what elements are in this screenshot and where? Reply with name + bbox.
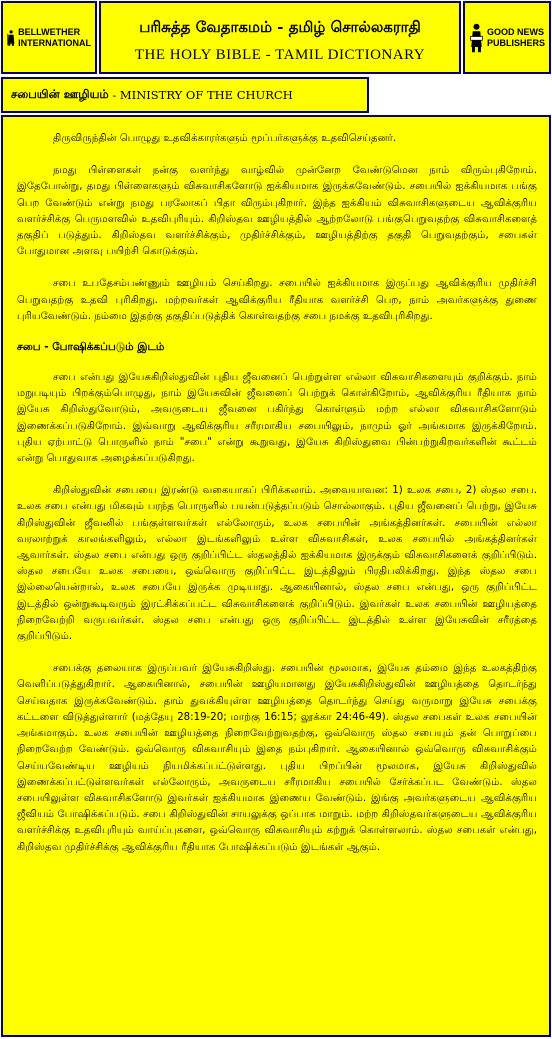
reading-figure-icon [469,18,484,58]
logo-line-1: BELLWETHER [18,26,81,37]
title-banner [99,1,461,74]
article-body [1,115,551,1037]
section-title [1,77,369,113]
section-title-english: - MINISTRY OF THE CHURCH [112,88,293,102]
paragraph-5: சபைக்கு தலையாக இருப்பவர் இயேசுகிறிஸ்து. சபையின் மூலமாக, இயேசு தம்மை இந்த உலகத்திற்கு வெளிப்படுத்துகிறார். ஆகையினால், சபையின் ஊழியமானது இயேசுகிறிஸ்துவின் ஊழியத்தை தொடர்ந்து செய்வதாக இருக்கவேண்டும். தாம் துவக்கியுள்ள ஊழியத்தை தொடர்ந்து செய்து வருமாறு இயேசு சபைக்கு கட்டளை விடுத்துள்ளார் (மத்தேயு 28:19-20; மாற்கு 16:15; லூக்கா 24:46-49). ஸ்தல சபைகள் உலக சபையின் அங்கமாகும். உலக சபையின் ஊழியத்தை நிறைவேற்றுவதற்கு, ஒவ்வொரு ஸ்தல சபையும் தன் பொறுப்பை நிறைவேற்ற வேண்டும். ஒவ்வொரு விசுவாசியும் இதை நம்புகிறார். ஆகையினால் ஒவ்வொரு விசுவாசிக்கும் செய்யவேண்டிய ஊழியம் நியமிக்கப்பட்டுள்ளது. புதிய பிறப்பின் மூலமாக, இயேசு கிறிஸ்துவில் இணைக்கப்பட்டுள்ளவர்கள் எல்லோரும், அவருடைய சரீரமாகிய சபையில் சேர்க்கப்பட வேண்டும். ஸ்தல சபையிலுள்ள விசுவாசிகளோடு இவர்கள் ஐக்கியமாக இணைய வேண்டும். இங்கு அவர்களுடைய ஆவிக்குரிய ஜீவியம் போஷிக்கப்படும். சபை கிறிஸ்துவின் சாயலுக்கு ஒப்பாக மாறும். மற்ற கிறிஸ்தவர்களுடைய ஆவிக்குரிய வளர்ச்சிக்கு உதவிபுரியும் வாய்ப்புகளை, ஒவ்வொரு விசுவாசியும் கற்றுக் கொள்ளலாம். ஸ்தல சபைகள் என்பது, கிறிஸ்தவ முதிர்ச்சிக்கு ஆவிக்குரிய ரீதியாக போஷிக்கப்படும் இடங்கள் ஆகும். [17,663,537,853]
paragraph-2: சபை உபதேசம்பண்ணும் ஊழியம் செய்கிறது. சபையில் ஐக்கியமாக இருப்பது ஆவிக்குரிய முதிர்ச்சி பெறுவதற்கு உதவி புரிகிறது. மற்றவர்கள் ஆவிக்குரிய ரீதியாக வளர்ச்சி பெற, நாம் அவர்களுக்கு துணை புரியவேண்டும். நம்மை இதற்கு தகுதிப்படுத்திக் கொள்வதற்கு சபை நமக்கு உதவிபுரிகிறது. [17,278,537,322]
paragraph-3: சபை என்பது இயேசுகிறிஸ்துவின் புதிய ஜீவனைப் பெற்றுள்ள எல்லா விசுவாசிகளையும் குறிக்கும். நாம் மறுபடியும் பிறக்கும்பொழுது, நாம் இயேசுவின் ஜீவனைப் பெற்றுக் கொள்கிறோம், ஆவிக்குரிய ரீதியாக நாம் இயேசு கிறிஸ்துவோடும், அவருடைய ஜீவனை பகிர்ந்து கொள்ளும் மற்ற எல்லா விசுவாசிகளோடும் இணைக்கப்படுகிறோம். இவ்வாறு ஆவிக்குரிய சரீரமாகிய சபையிலும், நாமும் ஓர் அங்கமாக இருக்கிறோம். புதிய ஏற்பாட்டு பொருளில் நாம் "சபை" என்று கூறுவது, இயேசு கிறிஸ்துவை பின்பற்றுகிறவர்களின் கூட்டம் என்று பொதுவாக அழைக்கப்படுகிறது. [17,372,537,465]
paragraph-1: நமது பிள்ளைகள் நன்கு வளர்ந்து வாழ்வில் முன்னேற வேண்டுமென நாம் விரும்புகிறோம். இதேபோன்று, தமது பிள்ளைகளும் விசுவாசிகளோடு ஐக்கியமாக இருக்கவேண்டும். சபையில் ஐக்கியமாக பங்கு பெற வேண்டும் என்று நமது பரலோகப் பிதா விரும்புகிறார். இந்த ஐக்கியம் விசுவாசிகளுடைய ஆவிக்குரிய வளர்ச்சிக்கு பெருமளவில் உதவிபுரியும். கிறிஸ்தவ ஊழியத்தில் ஆற்றலோடு பங்குபெறுவதற்கு விசுவாசிகளைத் தகுதிப் படுத்தும். கிறிஸ்தவ வளர்ச்சிக்கும், முதிர்ச்சிக்கும், ஊழியத்திற்கு தகுதி பெறுவதற்கும், சபைகள் போதுமான அளவு பயிற்சி கொடுக்கும். [17,165,537,258]
subheading: சபை - போஷிக்கப்படும் இடம் [17,341,165,354]
title-english: THE HOLY BIBLE - TAMIL DICTIONARY [134,47,426,63]
section-title-tamil: சபையின் ஊழியம் [11,87,109,101]
bellwether-logo [1,1,97,74]
logo-line-1: GOOD NEWS [486,26,544,37]
logo-line-2: INTERNATIONAL [18,37,91,48]
shepherd-figure-icon [7,18,15,58]
title-tamil: பரிசுத்த வேதாகமம் - தமிழ் சொல்லகராதி [139,18,421,36]
paragraph-4: கிறிஸ்துவின் சபையை இரண்டு வகையாகப் பிரிக்கலாம். அவையாவன: 1) உலக சபை, 2) ஸ்தல சபை. உலக சபை என்பது மிகவும் பரந்த பொருளில் பயன்படுத்தப்படும் சொல்லாகும். புதிய ஜீவனைப் பெற்று, இயேசு கிறிஸ்துவின் ஜீவனில் பங்குள்ளவர்கள் எல்லோரும், உலக சபையின் அங்கத்தினர்கள். சபையின் எல்லா வரலாற்றுக் காலங்களிலும், எல்லா இடங்களிலும் உள்ள விசுவாசிகள், உலக சபையில் அங்கத்தினர்கள் ஆவார்கள். ஸ்தல சபை என்பது ஒரு குறிப்பிட்ட ஸ்தலத்தில் ஐக்கியமாக இருக்கும் விசுவாசிகளைக் குறிப்பிடும். ஸ்தல சபையே உலக சபையை, ஒவ்வொரு குறிப்பிட்ட இடத்திலும் பிரதிபலிக்கிறது. இந்த ஸ்தல சபை இல்லையென்றால், உலக சபையே இருக்க முடியாது. ஆகையினால், ஸ்தல சபை என்பது, ஒரு குறிப்பிட்ட இடத்தில் ஒன்றுகூடிவரும் இரட்சிக்கப்பட்ட விசுவாசிகளைக் குறிப்பிடும். இவர்கள் உலக சபையின் ஊழியத்தை நிறைவேற்றி வருபவர்கள். ஸ்தல சபை என்பது ஒரு குறிப்பிட்ட இடத்தில் உள்ள இயேசுவின் சரீரத்தை குறிப்பிடும். [17,485,537,643]
intro-paragraph: திருவிருந்தின் பொழுது உதவிக்காரர்களும் மூப்பர்களுக்கு உதவிசெய்தனர். [53,133,397,144]
good-news-logo [463,1,551,74]
logo-line-2: PUBLISHERS [486,37,545,48]
